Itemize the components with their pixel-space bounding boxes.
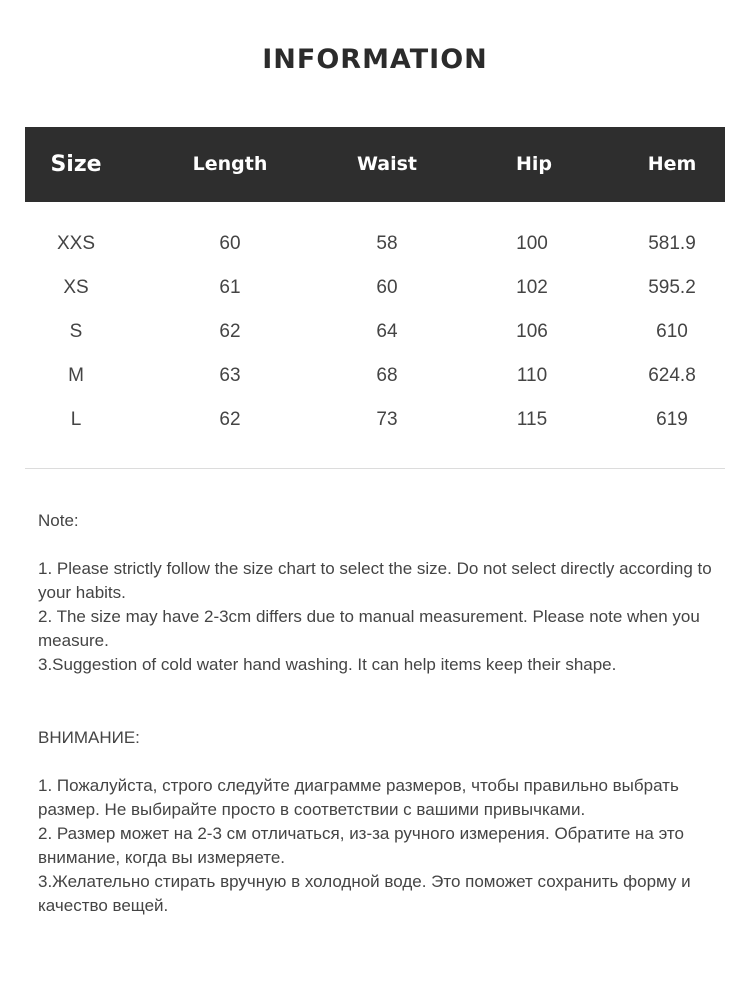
column-header-waist: Waist: [356, 153, 418, 175]
table-row: [25, 222, 725, 266]
length-cell: 62: [219, 321, 241, 342]
hem-cell: 624.8: [648, 365, 696, 386]
table-row: [25, 266, 725, 310]
hip-cell: 106: [516, 321, 548, 342]
hip-cell: 110: [516, 365, 548, 386]
note-en-item: 1. Please strictly follow the size chart to select the size. Do not select directly according to your habits.: [38, 559, 712, 602]
note-en-heading: Note:: [38, 511, 79, 530]
length-cell: 60: [219, 233, 241, 254]
waist-cell: 68: [376, 365, 398, 386]
note-ru-item: 2. Размер может на 2-3 см отличаться, из-за ручного измерения. Обратите на это внимание, когда вы измеряете.: [38, 824, 684, 867]
hem-cell: 581.9: [648, 233, 696, 254]
table-row: [25, 398, 725, 442]
waist-cell: 58: [376, 233, 398, 254]
waist-cell: 73: [376, 409, 398, 430]
note-ru-block: [38, 726, 718, 918]
column-header-length: Length: [192, 153, 268, 175]
column-header-hem: Hem: [647, 153, 697, 175]
table-row: [25, 310, 725, 354]
size-cell: S: [69, 321, 83, 342]
length-cell: 61: [219, 277, 241, 298]
hip-cell: 100: [516, 233, 548, 254]
note-ru-heading: ВНИМАНИЕ:: [38, 728, 140, 747]
note-ru-item: 1. Пожалуйста, строго следуйте диаграмме размеров, чтобы правильно выбрать размер. Не выбирайте просто в соответствии с вашими привычками.: [38, 776, 679, 819]
waist-cell: 60: [376, 277, 398, 298]
hem-cell: 595.2: [648, 277, 696, 298]
size-cell: XXS: [56, 233, 96, 254]
divider: [25, 468, 725, 469]
table-row: [25, 354, 725, 398]
hip-cell: 115: [516, 409, 548, 430]
hem-cell: 610: [656, 321, 688, 342]
note-en-block: [38, 509, 718, 677]
hip-cell: 102: [516, 277, 548, 298]
size-cell: L: [70, 409, 82, 430]
size-cell: M: [68, 365, 84, 386]
length-cell: 63: [219, 365, 241, 386]
note-ru-item: 3.Желательно стирать вручную в холодной воде. Это поможет сохранить форму и качество вещей.: [38, 872, 691, 915]
size-cell: XS: [63, 277, 89, 298]
column-header-size: Size: [50, 152, 102, 177]
note-en-item: 3.Suggestion of cold water hand washing. It can help items keep their shape.: [38, 655, 617, 674]
column-header-hip: Hip: [515, 153, 553, 175]
length-cell: 62: [219, 409, 241, 430]
note-en-item: 2. The size may have 2-3cm differs due to manual measurement. Please note when you measure.: [38, 607, 700, 650]
waist-cell: 64: [376, 321, 398, 342]
page-title: INFORMATION: [262, 44, 488, 75]
hem-cell: 619: [656, 409, 688, 430]
table-header: [25, 127, 725, 202]
